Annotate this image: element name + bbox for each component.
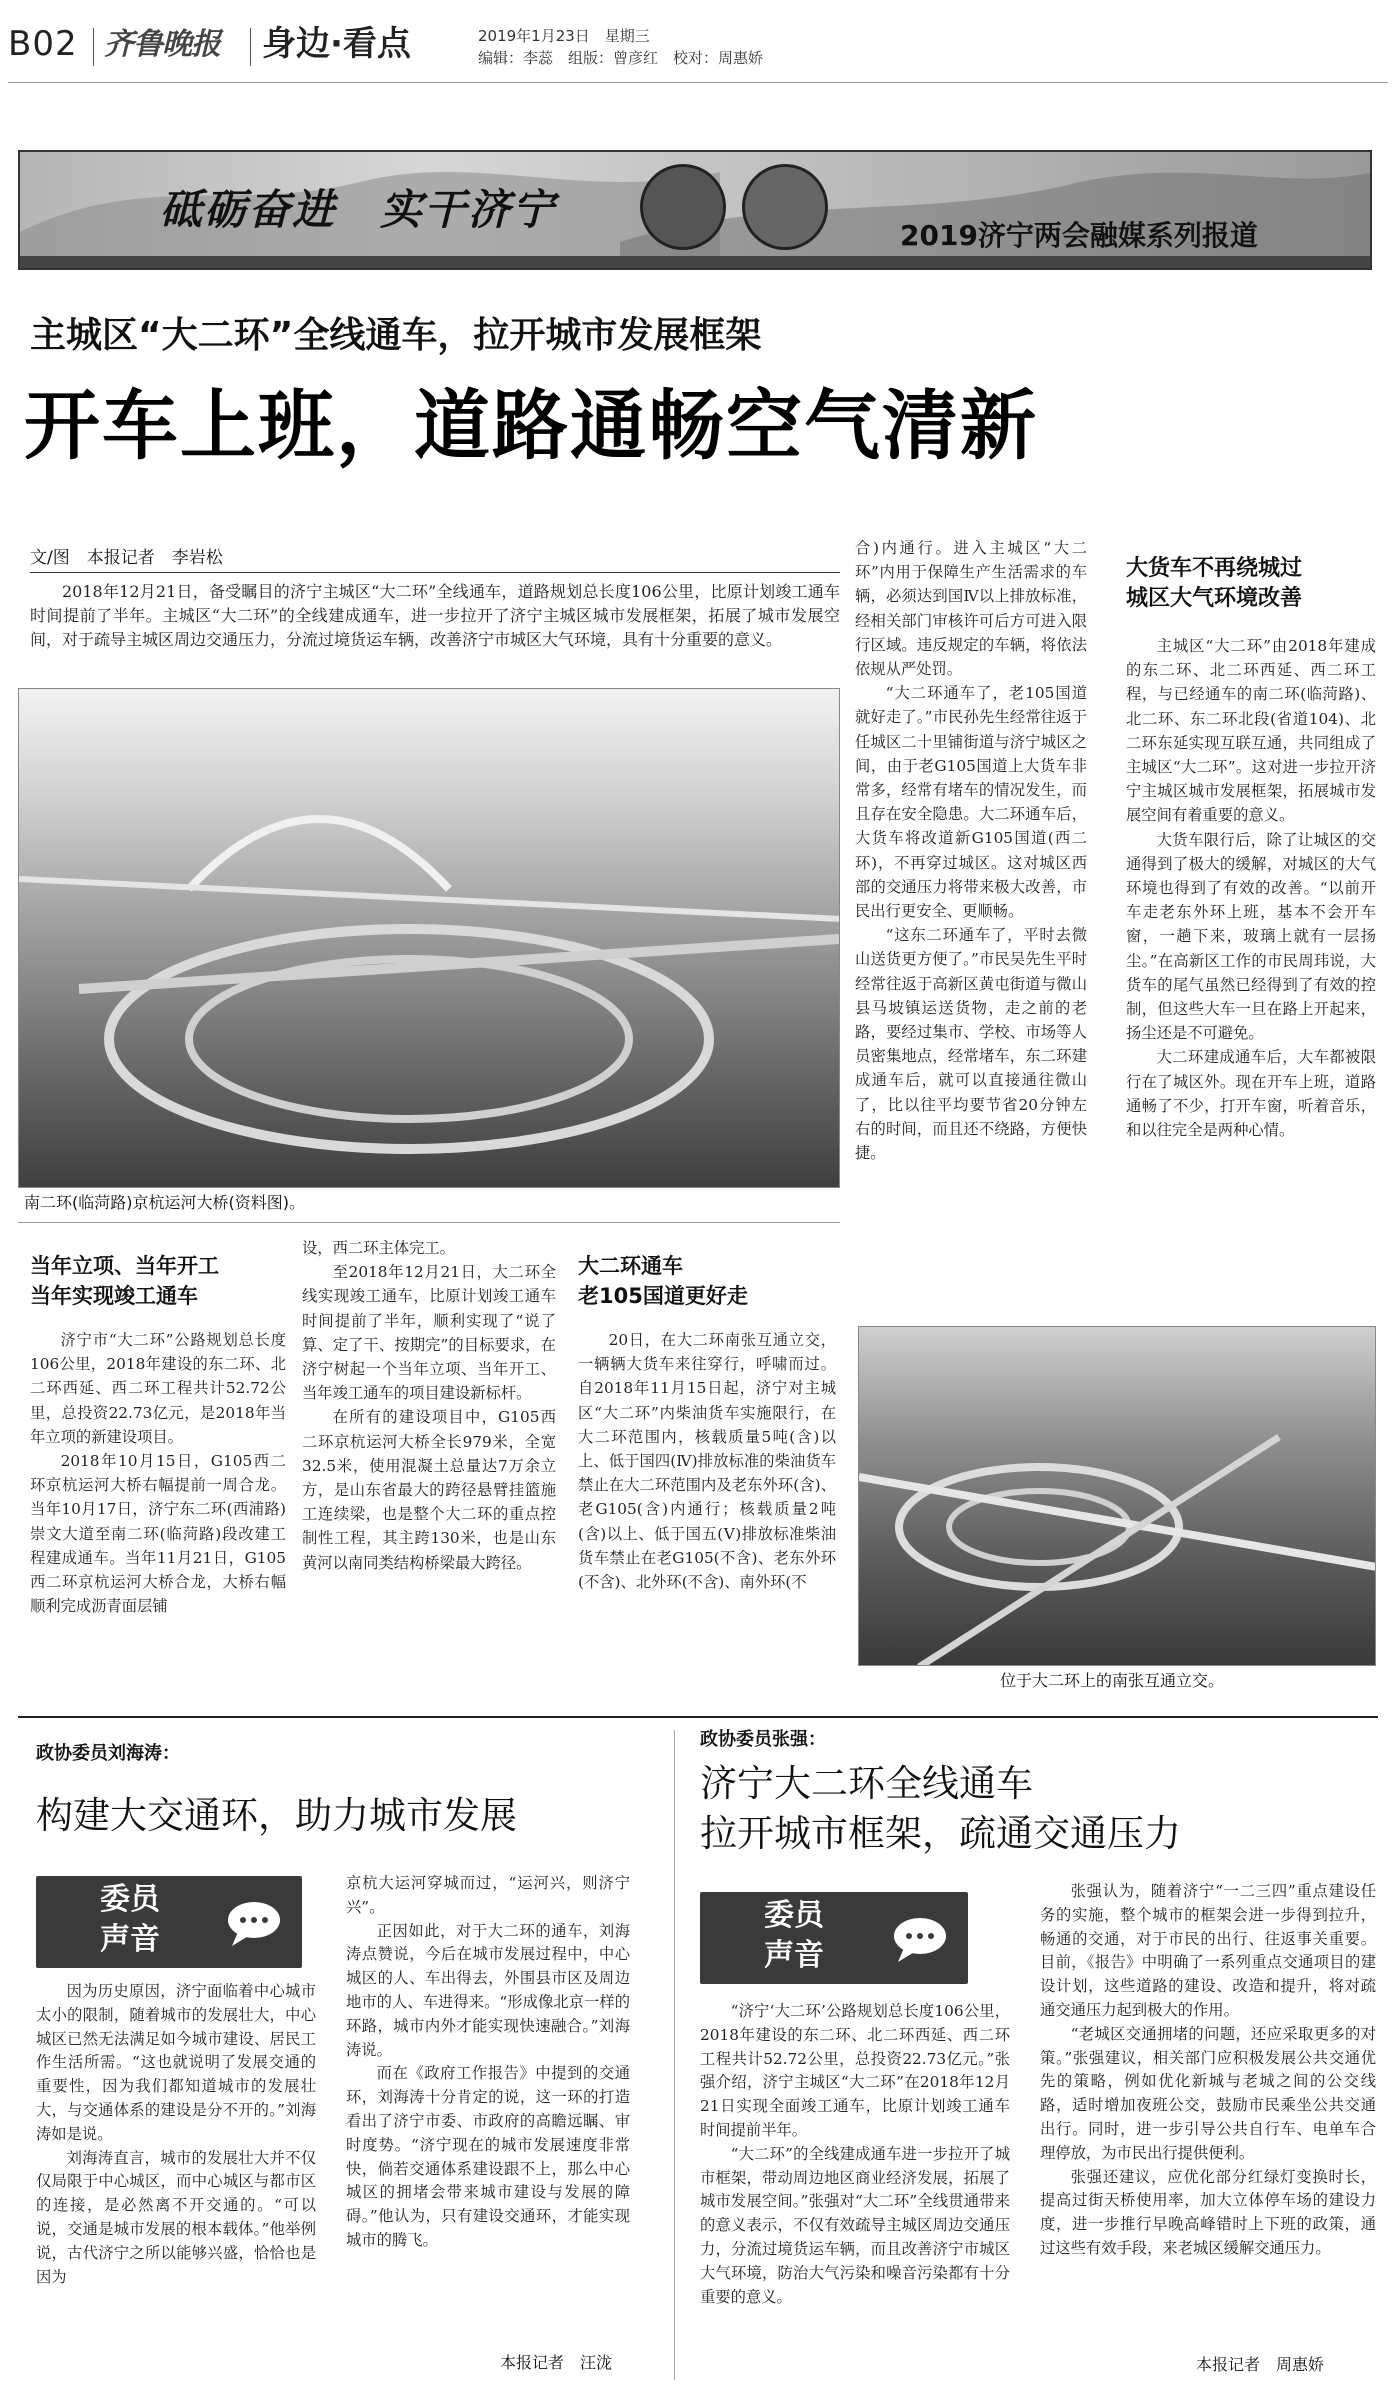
member2-title-2: 拉开城市框架，疏通交通压力 xyxy=(700,1812,1181,1855)
member1-voice-badge: 委员 声音 xyxy=(36,1876,302,1968)
banner-series-title: 2019济宁两会融媒系列报道 xyxy=(900,219,1258,252)
right-section-title-2: 城区大气环境改善 xyxy=(1126,586,1303,611)
section-b-body: 20日，在大二环南张互通立交，一辆辆大货车来往穿行，呼啸而过。自2018年11月15日起，济宁对主城区“大二环”内柴油货车实施限行，在大二环范围内，核载质量5吨(含)以上、低于国四(Ⅳ)排放标准的柴油货车禁止在大二环范围内及老东外环(含)、老G105(含)内通行；核载质量2吨(含)以上、低于国五(Ⅴ)排放标准柴油货车禁止在老G105(不含)、老东外环(不含)、北外环(不含)、南外环(不 xyxy=(578,1331,836,1592)
lead-paragraph: 2018年12月21日，备受瞩目的济宁主城区“大二环”全线通车，道路规划总长度106公里，比原计划竣工通车时间提前了半年。主城区“大二环”的全线建成通车，进一步拉开了济宁主城区城市发展框架，拓展了城市发展空间，对于疏导主城区周边交通压力，分流过境货运车辆，改善济宁市城区大气环境，具有十分重要的意义。 xyxy=(30,582,840,649)
member2-title-1: 济宁大二环全线通车 xyxy=(700,1762,1033,1805)
interchange-illustration xyxy=(859,1327,1376,1666)
section-title: 身边·看点 xyxy=(262,24,411,64)
interchange-photo-caption: 位于大二环上的南张互通立交。 xyxy=(1000,1671,1225,1690)
page-number: B02 xyxy=(8,24,78,64)
member1-title: 构建大交通环，助力城市发展 xyxy=(36,1794,517,1837)
byline: 文/图 本报记者 李岩松 xyxy=(30,548,223,568)
national-emblem-icon xyxy=(640,164,726,250)
section-a-title-1: 当年立项、当年开工 xyxy=(30,1254,219,1278)
member2-voice-badge: 委员 声音 xyxy=(700,1892,968,1984)
bridge-photo xyxy=(18,688,840,1188)
section-a-col2: 设，西二环主体完工。 至2018年12月21日，大二环全线实现竣工通车，比原计划竣工通车时间提前了半年，顺利实现了“说了算、定了干、按期完”的目标要求，在济宁树起一个当年立项、当年开工、当年竣工通车的项目建设新标杆。 在所有的建设项目中，G105西二环京杭运河大桥全长979米，全宽32.5米，使用混凝土总量达7万余立方，是山东省最大的跨径悬臂挂篮施工连续梁，也是整个大二环的重点控制性工程，其主跨130米，也是山东黄河以南同类结构桥梁最大跨径。 xyxy=(302,1239,556,1572)
speech-bubble-icon xyxy=(224,1898,284,1948)
member2-col1: “济宁‘大二环’公路规划总长度106公里，2018年建设的东二环、北二环西延、西二环工程共计52.72公里，总投资22.73亿元。”张强介绍，济宁主城区“大二环”在2018年12月21日实现全面竣工通车，比原计划竣工通车时间提前半年。 “大二环”的全线建成通车进一步拉开了城市框架，带动周边地区商业经济发展，拓展了城市发展空间。”张强对“大二环”全线贯通带来的意义表示，不仅有效疏导主城区周边交通压力，分流过境货运车辆，而且改善济宁市城区大气环境，防治大气污染和噪音污染都有十分重要的意义。 xyxy=(700,2002,1010,2306)
mid-column-top: 合)内通行。进入主城区“大二环”内用于保障生产生活需求的车辆，必须达到国Ⅳ以上排放标准，经相关部门审核许可后方可进入限行区域。违反规定的车辆，将依法依规从严处罚。 “大二环通车了，老105国道就好走了。”市民孙先生经常往返于任城区二十里铺街道与济宁城区之间，由于老G105国道上大货车非常多，经常有堵车的情况发生，而且存在安全隐患。大二环通车后，大货车将改道新G105国道(西二环)，不再穿过城区。这对城区西部的交通压力将带来极大改善，市民出行更安全、更顺畅。 “这东二环通车了，平时去微山送货更方便了。”市民吴先生平时经常往返于高新区黄屯街道与微山县马坡镇运送货物，走之前的老路，要经过集市、学校、市场等人员密集地点，经常堵车，东二环建成通车后，就可以直接通往微山了，比以往平均要节省20分钟左右的时间，而且还不绕路，方便快捷。 xyxy=(855,539,1087,1163)
member2-label: 政协委员张强： xyxy=(700,1729,826,1750)
interchange-photo xyxy=(858,1326,1376,1666)
banner-slogan: 砥砺奋进 实干济宁 xyxy=(160,185,557,234)
speech-bubble-icon xyxy=(890,1914,950,1964)
paper-logo: 齐鲁晚报 xyxy=(104,27,220,62)
right-section-body: 主城区“大二环”由2018年建成的东二环、北二环西延、西二环工程，与已经通车的南二环(临菏路)、北二环、东二环北段(省道104)、北二环东延实现互联互通，共同组成了主城区“大二环”。这对进一步拉开济宁主城区城市发展框架，拓展城市发展空间有着重要的意义。 大货车限行后，除了让城区的交通得到了极大的缓解，对城区的大气环境也得到了有效的改善。“以前开车走老东外环上班，基本不会开车窗，一趟下来，玻璃上就有一层扬尘。”在高新区工作的市民周玮说，大货车的尾气虽然已经得到了有效的控制，但这些大车一旦在路上开起来，扬尘还是不可避免。 大二环建成通车后，大车都被限行在了城区外。现在开车上班，道路通畅了不少，打开车窗，听着音乐，和以往完全是两种心情。 xyxy=(1126,637,1376,1140)
section-b-title-2: 老105国道更好走 xyxy=(578,1284,748,1308)
section-b-title-1: 大二环通车 xyxy=(578,1254,683,1278)
right-section-title-1: 大货车不再绕城过 xyxy=(1126,556,1303,581)
member2-col2: 张强认为，随着济宁“一二三四”重点建设任务的实施，整个城市的框架会进一步得到拉升，畅通的交通，对于市民的出行、往返事关重要。目前，《报告》中明确了一系列重点交通项目的建设计划，这些道路的建设、改造和提升，将对疏通交通压力起到极大的作用。 “老城区交通拥堵的问题，还应采取更多的对策。”张强建议，相关部门应积极发展公共交通优先的策略，例如优化新城与老城之间的公交线路，适时增加夜班公交，鼓励市民乘坐公共交通出行。同时，进一步引导公共自行车、电单车合理停放，为市民出行提供便利。 张强还建议，应优化部分红绿灯变换时长，提高过街天桥使用率，加大立体停车场的建设力度，进一步推行早晚高峰错时上下班的政策，通过这些有效手段，来老城区缓解交通压力。 xyxy=(1040,1882,1376,2257)
section-a-col1: 济宁市“大二环”公路规划总长度106公里，2018年建设的东二环、北二环西延、西二环工程共计52.72公里，总投资22.73亿元，是2018年当年立项的新建设项目。 2018年10月15日，G105西二环京杭运河大桥右幅提前一周合龙。当年10月17日，济宁东二环(西浦路)崇文大道至南二环(临菏路)段改建工程建成通车。当年11月21日，G105西二环京杭运河大桥合龙，大桥右幅顺利完成沥青面层铺 xyxy=(30,1331,286,1616)
bridge-illustration xyxy=(19,689,840,1188)
member1-col1: 因为历史原因，济宁面临着中心城市太小的限制，随着城市的发展壮大，中心城区已然无法满足如今城市建设、居民工作生活所需。“这也就说明了发展交通的重要性，因为我们都知道城市的发展壮大，与交通体系的建设是分不开的。”刘海涛如是说。 刘海涛直言，城市的发展壮大并不仅仅局限于中心城区，而中心城区与都市区的连接，是必然离不开交通的。“可以说，交通是城市发展的根本载体。”他举例说，古代济宁之所以能够兴盛，恰恰也是因为 xyxy=(36,1982,316,2286)
section-a-title-2: 当年实现竣工通车 xyxy=(30,1284,198,1308)
headline-main: 开车上班，道路通畅空气清新 xyxy=(24,381,1038,470)
editor-credits: 编辑：李蕊 组版：曾彦红 校对：周惠娇 xyxy=(478,49,764,67)
bridge-photo-caption: 南二环(临菏路)京杭运河大桥(资料图)。 xyxy=(24,1193,305,1212)
headline-kicker: 主城区“大二环”全线通车，拉开城市发展框架 xyxy=(30,315,762,356)
member1-col2: 京杭大运河穿城而过，“运河兴，则济宁兴”。 正因如此，对于大二环的通车，刘海涛点赞说，今后在城市发展过程中，中心城区的人、车出得去，外围县市区及周边地市的人、车进得来。“形成像北京一样的环路，城市内外才能实现快速融合。”刘海涛说。 而在《政府工作报告》中提到的交通环，刘海涛十分肯定的说，这一环的打造看出了济宁市委、市政府的高瞻远瞩、审时度势。“济宁现在的城市发展速度非常快，倘若交通体系建设跟不上，那么中心城区的拥堵会带来城市建设与发展的障碍。”他认为，只有建设交通环，才能实现城市的腾飞。 xyxy=(346,1874,630,2249)
member2-reporter: 本报记者 周惠娇 xyxy=(1196,2355,1325,2374)
two-sessions-banner xyxy=(18,150,1372,270)
cppcc-emblem-icon xyxy=(742,164,828,250)
member1-label: 政协委员刘海涛： xyxy=(36,1743,180,1764)
issue-date: 2019年1月23日 星期三 xyxy=(478,27,650,45)
member1-reporter: 本报记者 汪泷 xyxy=(500,2353,613,2372)
